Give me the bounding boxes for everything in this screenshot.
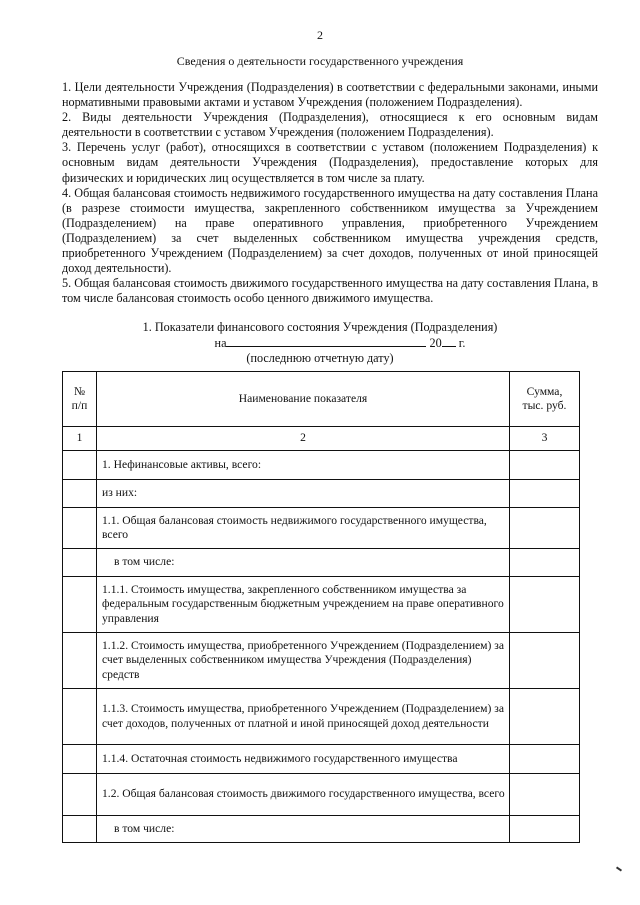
row-sum: [510, 774, 580, 816]
row-num: [63, 689, 97, 745]
table-row: [63, 633, 580, 689]
row-sum: [510, 451, 580, 480]
row-name: 1.1.2. Стоимость имущества, приобретенного Учреждением (Подразделением) за счет выделенных собственником имущества Учреждения (Подразделения) средств: [97, 633, 510, 689]
paragraph-goals: 1. Цели деятельности Учреждения (Подразделения) в соответствии с федеральными законами, иными нормативными правовыми актами и уставом Учреждения (положением Подразделения).: [62, 80, 598, 110]
header-num-line1: №: [73, 384, 86, 398]
row-num: [63, 480, 97, 508]
row-name: 1.1. Общая балансовая стоимость недвижимого государственного имущества, всего: [97, 508, 510, 549]
row-num: [63, 745, 97, 774]
row-sum: [510, 745, 580, 774]
row-num: [63, 633, 97, 689]
page-number: 2: [317, 28, 323, 42]
column-number: 2: [97, 427, 510, 451]
table-row: [63, 508, 580, 549]
table-row: [63, 774, 580, 816]
date-on-prefix: на: [214, 335, 227, 350]
column-number-row: [63, 427, 580, 451]
row-num: [63, 774, 97, 816]
table-row: [63, 549, 580, 577]
paragraph-activities: 2. Виды деятельности Учреждения (Подразделения), относящиеся к его основным видам деятельности в соответствии с уставом Учреждения (положением Подразделения).: [62, 110, 598, 140]
row-name: 1.1.4. Остаточная стоимость недвижимого государственного имущества: [97, 745, 510, 774]
column-number: 3: [510, 427, 580, 451]
table-row: [63, 745, 580, 774]
date-blank: [226, 336, 426, 347]
table-row: [63, 816, 580, 843]
paragraph-list: [62, 80, 598, 306]
table-row: [63, 480, 580, 508]
row-name: 1.1.1. Стоимость имущества, закрепленного собственником имущества за федеральным государственным бюджетным учреждением на праве оперативного управления: [97, 577, 510, 633]
row-sum: [510, 549, 580, 577]
row-name: 1.2. Общая балансовая стоимость движимого государственного имущества, всего: [97, 774, 510, 816]
header-num-line2: п/п: [71, 399, 88, 412]
header-num: [63, 372, 97, 427]
row-name: 1.1.3. Стоимость имущества, приобретенного Учреждением (Подразделением) за счет доходов, полученных от платной и иной приносящей доход деятельности: [97, 689, 510, 745]
table-heading: [0, 320, 640, 367]
row-num: [63, 451, 97, 480]
header-name: Наименование показателя: [97, 372, 510, 427]
row-num: [63, 577, 97, 633]
header-sum: [510, 372, 580, 427]
paragraph-real-estate-value: 4. Общая балансовая стоимость недвижимого государственного имущества на дату составления Плана (в разрезе стоимости имущества, закрепленного собственником имущества за Учреждением (Подразделением) на праве оперативного управления, приобретенного Учреждением (Подразделением) за счет выделенных собственником имущества учреждения средств, приобретенного Учреждением (Подразделением) за счет доходов, полученных от иной приносящей доход деятельности).: [62, 185, 598, 276]
header-sum-line1: Сумма,: [526, 384, 563, 398]
section-title: Сведения о деятельности государственного учреждения: [176, 54, 464, 68]
table-title: 1. Показатели финансового состояния Учреждения (Подразделения): [142, 320, 498, 334]
table-row: [63, 577, 580, 633]
row-num: [63, 549, 97, 577]
row-name: из них:: [97, 480, 510, 508]
column-number: 1: [63, 427, 97, 451]
paragraph-movable-value: 5. Общая балансовая стоимость движимого государственного имущества на дату составления Плана, в том числе балансовая стоимость особо ценного движимого имущества.: [62, 276, 598, 306]
row-name: в том числе:: [97, 549, 510, 577]
row-sum: [510, 577, 580, 633]
date-year-suffix: г.: [458, 335, 466, 350]
year-blank: [442, 336, 456, 347]
header-sum-line2: тыс. руб.: [522, 399, 567, 412]
table-header-row: [63, 372, 580, 427]
paragraph-services: 3. Перечень услуг (работ), относящихся в соответствии с уставом (положением Подразделения) к основным видам деятельности Учреждения (Подразделения), предоставление которых для физических и юридических лиц осуществляется в том числе за плату.: [62, 140, 598, 185]
date-year-prefix: 20: [429, 335, 442, 350]
row-sum: [510, 480, 580, 508]
row-num: [63, 508, 97, 549]
table-row: [63, 451, 580, 480]
row-name: 1. Нефинансовые активы, всего:: [97, 451, 510, 480]
date-line: [0, 336, 640, 352]
scan-mark: [616, 866, 622, 871]
row-sum: [510, 689, 580, 745]
row-sum: [510, 633, 580, 689]
date-note: (последнюю отчетную дату): [246, 351, 394, 365]
row-sum: [510, 508, 580, 549]
table-row: [63, 689, 580, 745]
row-num: [63, 816, 97, 843]
row-name: в том числе:: [97, 816, 510, 843]
row-sum: [510, 816, 580, 843]
financial-indicators-table: [62, 371, 580, 843]
